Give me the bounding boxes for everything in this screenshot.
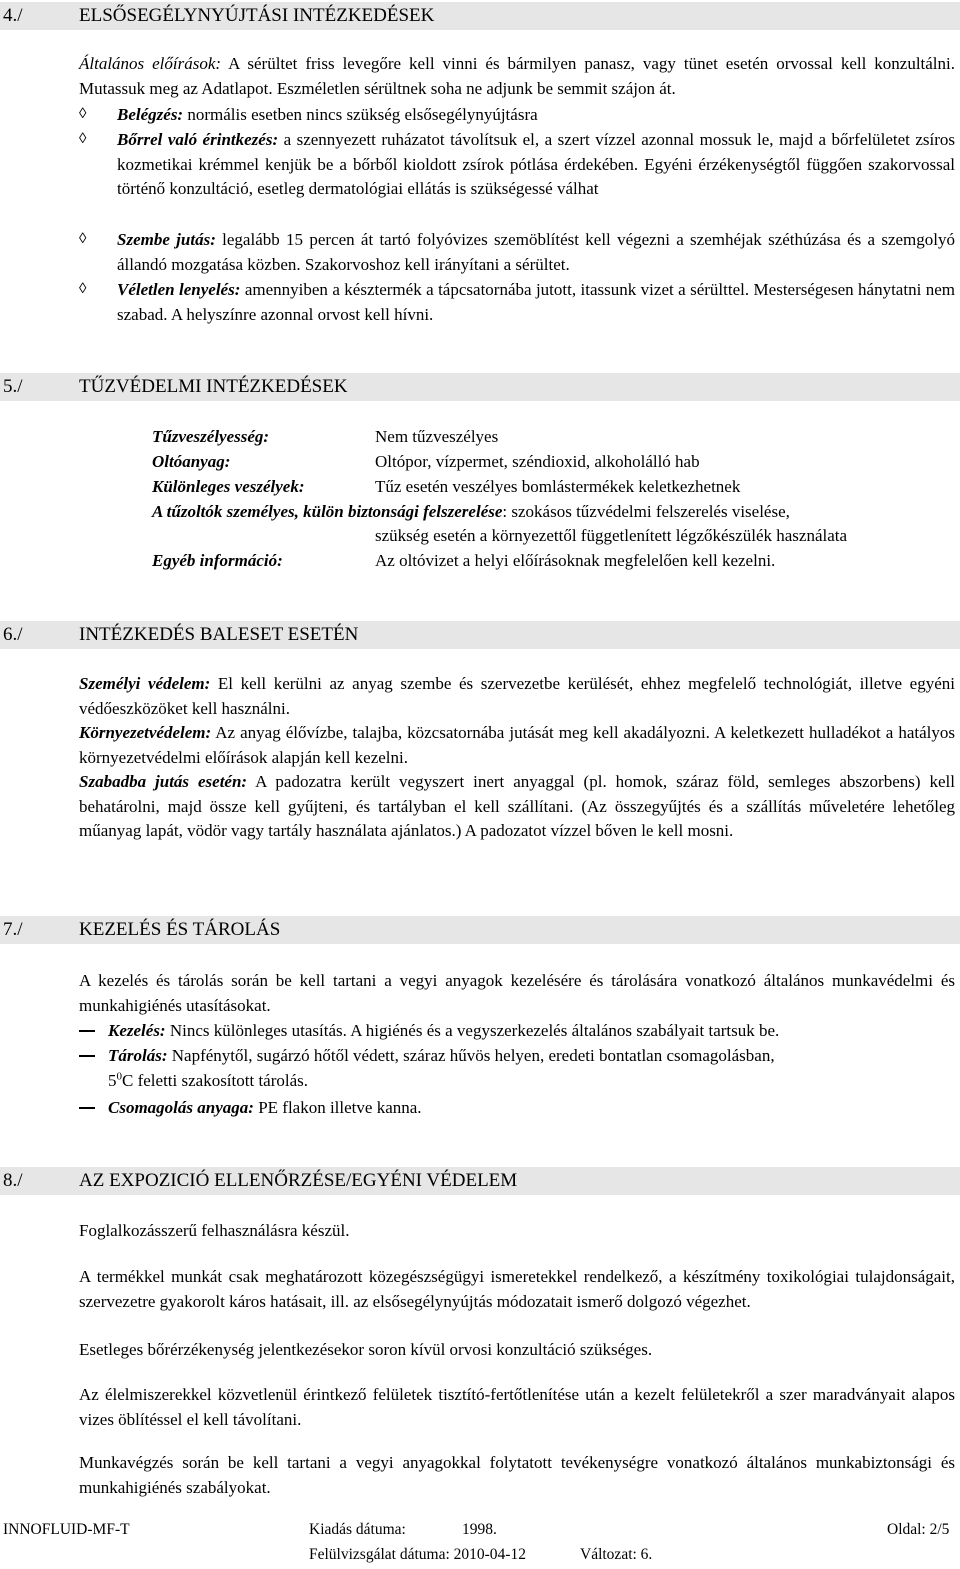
footer-issue-label: Kiadás dátuma: <box>309 1521 406 1538</box>
section-title: INTÉZKEDÉS BALESET ESETÉN <box>79 624 359 645</box>
item-label: Kezelés: <box>108 1021 166 1040</box>
section-number: 4./ <box>3 5 23 26</box>
firefighter-equipment <box>152 500 790 524</box>
diamond-icon: ◊ <box>79 131 87 147</box>
section-number: 7./ <box>3 919 23 940</box>
item-label: Szembe jutás: <box>117 230 216 249</box>
dash-icon <box>79 1107 95 1109</box>
diamond-icon: ◊ <box>79 106 87 122</box>
item-label: Bőrrel való érintkezés: <box>117 130 279 149</box>
item-text: normális esetben nincs szükség elsősegélynyújtásra <box>183 105 538 124</box>
footer-doc-id: INNOFLUID-MF-T <box>3 1521 130 1538</box>
first-aid-item <box>117 278 955 327</box>
section-8-header <box>0 1167 960 1195</box>
special-hazard-label: Különleges veszélyek: <box>152 477 305 496</box>
section-number: 8./ <box>3 1170 23 1191</box>
section-title: KEZELÉS ÉS TÁROLÁS <box>79 919 281 940</box>
extinguisher-value: Oltópor, vízpermet, széndioxid, alkoholálló hab <box>375 452 700 471</box>
first-aid-item <box>117 103 955 128</box>
storage-text: C feletti szakosított tárolás. <box>122 1070 309 1090</box>
paragraph-text: El kell kerülni az anyag szembe és szervezetbe kerülését, ehhez megfelelő technológiát, illetve egyéni védőeszközöket kell használni. <box>79 674 955 718</box>
handling-item <box>108 1019 955 1044</box>
item-text: Napfénytől, sugárzó hőtől védett, száraz hűvös helyen, eredeti bontatlan csomagolásban, <box>167 1046 775 1065</box>
general-label: Általános előírások: <box>79 54 222 73</box>
paragraph: A termékkel munkát csak meghatározott közegészségügyi ismeretekkel rendelkező, a készítmény toxikológiai tulajdonságait, szervezetre gyakorolt káros hatásait, ill. az elsősegélynyújtás módozatait ismerő dolgozó végezhet. <box>79 1267 955 1311</box>
section-number: 5./ <box>3 376 23 397</box>
paragraph-label: Szabadba jutás esetén: <box>79 772 248 791</box>
extinguisher-label: Oltóanyag: <box>152 452 231 471</box>
item-text: Nincs különleges utasítás. A higiénés és a vegyszerkezelés általános szabályait tartsuk be. <box>165 1021 780 1040</box>
first-aid-item <box>117 128 955 202</box>
spill-response <box>79 770 955 844</box>
section-5-header <box>0 373 960 401</box>
section-7-header <box>0 916 960 944</box>
dash-icon <box>79 1030 95 1032</box>
fire-hazard-value: Nem tűzveszélyes <box>375 427 499 446</box>
section-6-header <box>0 621 960 649</box>
personal-protection <box>79 672 955 721</box>
handling-intro: A kezelés és tárolás során be kell tartani a vegyi anyagok kezelésére és tárolására vonatkozó általános munkavédelmi és munkahigiénés utasításokat. <box>79 971 955 1015</box>
storage-temperature: 5 <box>108 1070 117 1090</box>
item-label: Belégzés: <box>117 105 184 124</box>
section-title: AZ EXPOZICIÓ ELLENŐRZÉSE/EGYÉNI VÉDELEM <box>79 1170 518 1191</box>
other-info-label: Egyéb információ: <box>152 551 283 570</box>
general-text: A sérültet friss levegőre kell vinni és bármilyen panasz, vagy tünet esetén orvossal kell konzultálni. Mutassuk meg az Adatlapot. Eszméletlen sérültnek soha ne adjunk be semmit szájon át. <box>79 54 956 98</box>
section-number: 6./ <box>3 624 23 645</box>
item-text: PE flakon illetve kanna. <box>253 1098 422 1117</box>
fire-hazard-label: Tűzveszélyesség: <box>152 427 270 446</box>
footer-version: Változat: 6. <box>580 1546 653 1563</box>
general-instructions <box>79 52 955 101</box>
paragraph: Az élelmiszerekkel közvetlenül érintkező felületek tisztító-fertőtlenítése után a kezelt felületekről a szer maradványait alapos vizes öblítéssel el kell távolítani. <box>79 1385 955 1429</box>
special-hazard-value: Tűz esetén veszélyes bomlástermékek keletkezhetnek <box>375 477 741 496</box>
diamond-icon: ◊ <box>79 231 87 247</box>
paragraph-label: Személyi védelem: <box>79 674 211 693</box>
section-title: ELSŐSEGÉLYNYÚJTÁSI INTÉZKEDÉSEK <box>79 5 435 26</box>
paragraph-label: Környezetvédelem: <box>79 723 212 742</box>
firefighter-equipment-text2: szükség esetén a környezettől függetlenített légzőkészülék használata <box>375 526 848 545</box>
item-label: Csomagolás anyaga: <box>108 1098 254 1117</box>
footer-review-date: Felülvizsgálat dátuma: 2010-04-12 <box>309 1546 526 1563</box>
storage-item <box>108 1044 955 1093</box>
firefighter-equipment-label: A tűzoltók személyes, külön biztonsági felszerelése <box>152 502 503 521</box>
first-aid-item <box>117 228 955 277</box>
paragraph: Foglalkozásszerű felhasználásra készül. <box>79 1221 350 1240</box>
item-label: Tárolás: <box>108 1046 168 1065</box>
paragraph: Munkavégzés során be kell tartani a vegyi anyagokkal folytatott tevékenységre vonatkozó általános munkabiztonsági és munkahigiénés szabályokat. <box>79 1453 955 1497</box>
firefighter-equipment-text: : szokásos tűzvédelmi felszerelés viselése, <box>502 502 790 521</box>
item-text: legalább 15 percen át tartó folyóvizes szemöblítést kell végezni a szemhéjak széthúzása és a szemgolyó állandó mozgatása közben. Szakorvoshoz kell irányítani a sérültet. <box>117 230 956 274</box>
item-label: Véletlen lenyelés: <box>117 280 241 299</box>
degree-superscript: 0 <box>116 1069 122 1082</box>
paragraph-text: Az anyag élővízbe, talajba, közcsatornába jutását meg kell akadályozni. A keletkezett hulladékot a hatályos környezetvédelmi előírások alapján kell kezelni. <box>79 723 955 767</box>
other-info-value: Az oltóvizet a helyi előírásoknak megfelelően kell kezelni. <box>375 551 776 570</box>
diamond-icon: ◊ <box>79 281 87 297</box>
packaging-item <box>108 1096 955 1121</box>
item-text: a szennyezett ruházatot távolítsuk el, a szert vízzel azonnal mossuk le, majd a bőrfelületet zsíros kozmetikai krémmel kenjük be a bőrből kioldott zsírok pótlása érdekében. Egyéni érzékenységtől függően szakorvossal történő konzultáció, esetleg dermatológiai ellátás is szükségessé válhat <box>117 130 955 198</box>
paragraph: Esetleges bőrérzékenység jelentkezésekor soron kívül orvosi konzultáció szükséges. <box>79 1340 653 1359</box>
footer-page-number: Oldal: 2/5 <box>887 1521 950 1538</box>
footer-issue-value: 1998. <box>462 1521 497 1538</box>
environmental-protection <box>79 721 955 770</box>
section-4-header <box>0 2 960 30</box>
section-title: TŰZVÉDELMI INTÉZKEDÉSEK <box>79 376 348 397</box>
paragraph-text: A padozatra került vegyszert inert anyaggal (pl. homok, száraz föld, semleges abszorbens) kell behatárolni, majd össze kell gyűjteni, és tartályban el kell szállítani. (Az összegyűjtés és a szállítás műveletére lehetőleg műanyag lapát, vödör vagy tartály használata ajánlatos.) A padozatot vízzel bőven le kell mosni. <box>79 772 955 840</box>
dash-icon <box>79 1055 95 1057</box>
item-text: amennyiben a késztermék a tápcsatornába jutott, itassunk vizet a sérülttel. Mesterségesen hánytatni nem szabad. A helyszínre azonnal orvost kell hívni. <box>117 280 955 324</box>
